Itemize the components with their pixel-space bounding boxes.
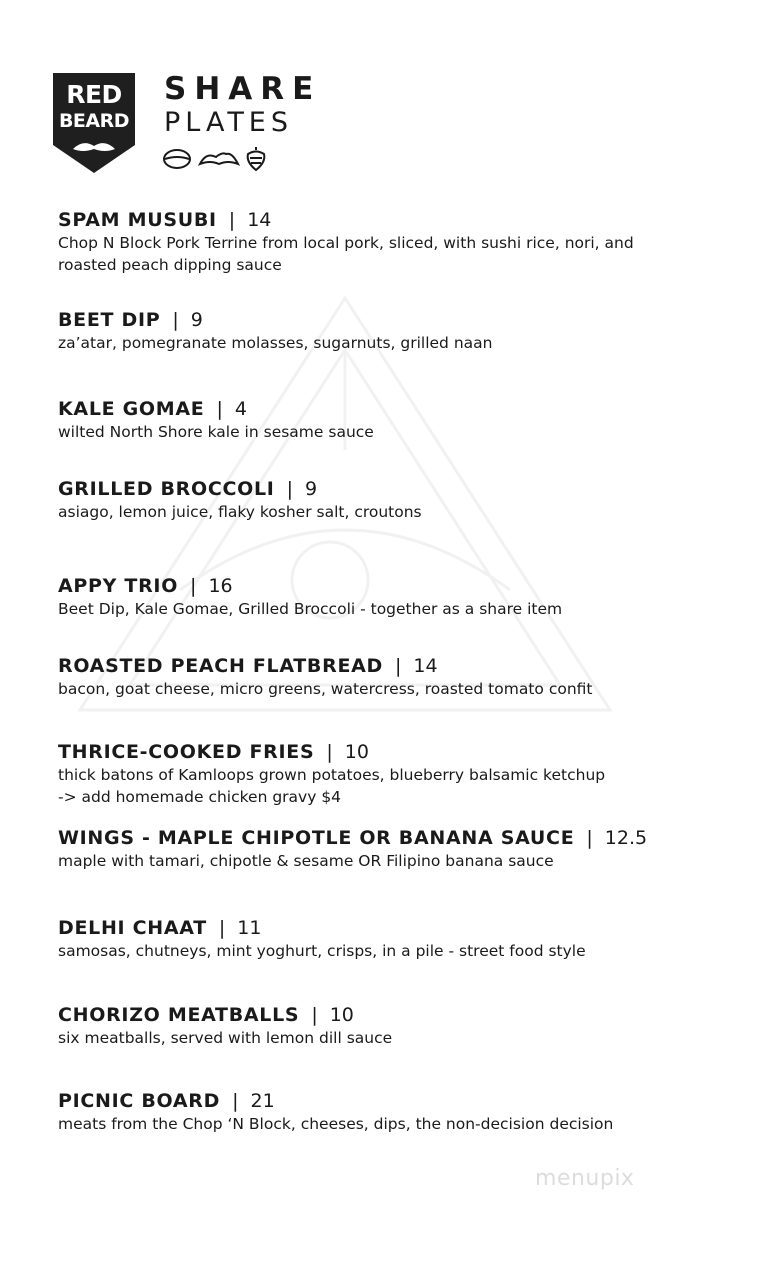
coffee-bean-icon [164,150,190,168]
item-description [58,332,748,354]
item-name: WINGS - MAPLE CHIPOTLE OR BANANA SAUCE [58,827,575,849]
item-separator: | [190,575,197,597]
item-price: 11 [237,917,262,939]
item-description-line: Beet Dip, Kale Gomae, Grilled Broccoli - together as a share item [58,600,563,618]
page-title: SHARE [164,71,322,107]
brand-line-2: BEARD [58,110,130,132]
item-name: SPAM MUSUBI [58,209,217,231]
item-name: CHORIZO MEATBALLS [58,1004,300,1026]
item-name: KALE GOMAE [58,398,205,420]
item-separator: | [286,478,293,500]
item-separator: | [395,655,402,677]
menu-item [58,1089,748,1135]
menu-item [58,574,748,620]
menu-item [58,1003,748,1049]
item-description [58,421,748,443]
hops-icon [248,147,265,170]
item-name: GRILLED BROCCOLI [58,478,275,500]
item-price: 16 [208,575,233,597]
item-description-line: six meatballs, served with lemon dill sauce [58,1029,393,1047]
item-description-line: wilted North Shore kale in sesame sauce [58,423,374,441]
item-description-line: asiago, lemon juice, flaky kosher salt, croutons [58,503,422,521]
item-description [58,940,748,962]
menu-item [58,397,748,443]
item-description-line: -> add homemade chicken gravy $4 [58,788,342,806]
item-separator: | [228,209,236,231]
item-description [58,764,748,808]
item-description [58,678,748,700]
watermark: menupix [535,1166,635,1191]
menu-item [58,308,748,354]
item-description [58,598,748,620]
menu-item [58,740,748,808]
item-separator: | [311,1004,318,1026]
item-separator: | [172,309,179,331]
item-name: THRICE-COOKED FRIES [58,741,315,763]
item-price: 14 [413,655,438,677]
item-name: BEET DIP [58,309,161,331]
item-price: 21 [250,1090,275,1112]
menu-item [58,208,748,276]
item-description-line: maple with tamari, chipotle & sesame OR Filipino banana sauce [58,852,554,870]
item-price: 14 [247,209,272,231]
item-price: 10 [344,741,369,763]
item-price: 10 [329,1004,354,1026]
brand-line-1: RED [66,80,122,109]
item-separator: | [326,741,333,763]
item-description-line: Chop N Block Pork Terrine from local pork, sliced, with sushi rice, nori, and [58,234,634,252]
item-name: APPY TRIO [58,575,179,597]
item-description [58,850,748,872]
item-separator: | [218,917,226,939]
item-name: DELHI CHAAT [58,917,207,939]
page-subtitle: PLATES [164,107,294,138]
item-description-line: za’atar, pomegranate molasses, sugarnuts, grilled naan [58,334,493,352]
menu-item [58,477,748,523]
menu-item [58,826,748,872]
item-description [58,1027,748,1049]
moustache-icon [200,153,238,164]
item-description-line: bacon, goat cheese, micro greens, watercress, roasted tomato confit [58,680,593,698]
item-price: 9 [190,309,203,331]
brand-logo [53,73,135,173]
item-price: 4 [234,398,247,420]
item-separator: | [216,398,223,420]
item-description [58,1113,748,1135]
item-description-line: samosas, chutneys, mint yoghurt, crisps, in a pile - street food style [58,942,586,960]
menu-item [58,654,748,700]
menu-item [58,916,748,962]
item-description-line: thick batons of Kamloops grown potatoes, blueberry balsamic ketchup [58,766,606,784]
item-description [58,501,748,523]
item-separator: | [232,1090,239,1112]
item-name: ROASTED PEACH FLATBREAD [58,655,383,677]
item-description-line: meats from the Chop ‘N Block, cheeses, dips, the non-decision decision [58,1115,614,1133]
item-separator: | [586,827,593,849]
item-description-line: roasted peach dipping sauce [58,256,282,274]
item-description [58,232,748,276]
item-price: 9 [304,478,318,500]
header-icons [162,146,272,172]
item-price: 12.5 [604,827,648,849]
item-name: PICNIC BOARD [58,1090,221,1112]
